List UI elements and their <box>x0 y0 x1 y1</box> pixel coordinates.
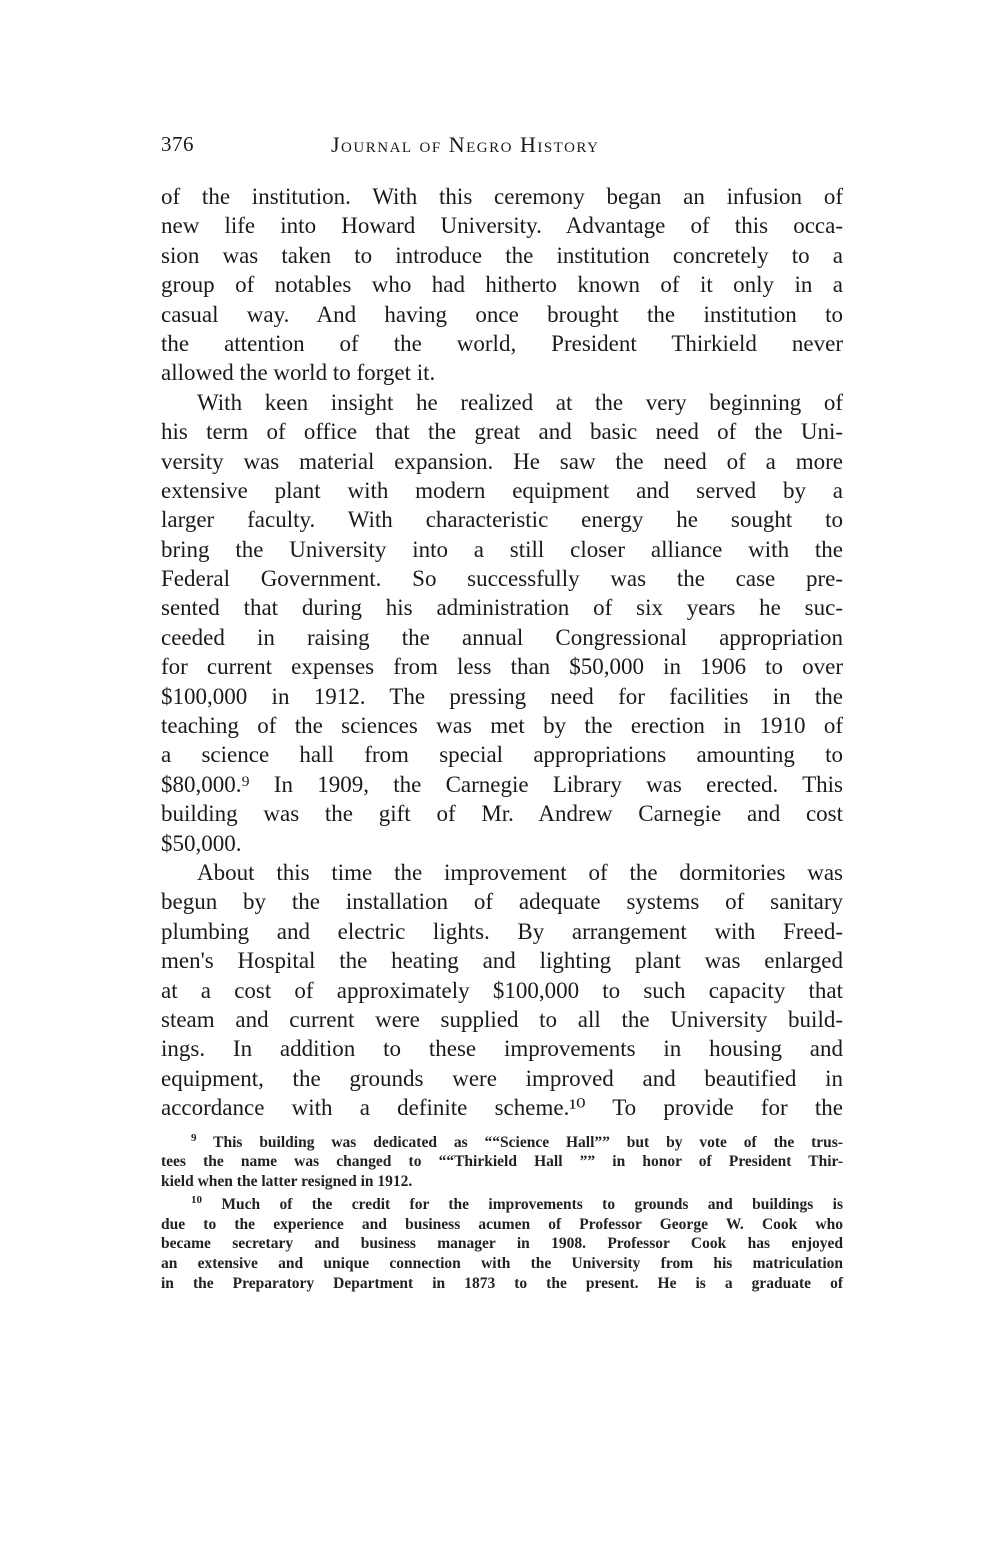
footnote-marker: 9 <box>191 1131 197 1144</box>
footnote-line: due to the experience and business acumen of Professor George W. Cook who <box>161 1215 843 1233</box>
footnote-marker: 10 <box>191 1194 202 1207</box>
text-line: new life into Howard University. Advantage of this occa- <box>161 213 843 239</box>
text-line: About this time the improvement of the dormitories was <box>197 859 843 885</box>
text-line: With keen insight he realized at the very beginning of <box>197 389 843 415</box>
text-line: building was the gift of Mr. Andrew Carnegie and cost <box>161 801 843 827</box>
text-line: accordance with a definite scheme.¹⁰ To provide for the <box>161 1095 843 1121</box>
text-line: of the institution. With this ceremony began an infusion of <box>161 184 843 209</box>
text-line: $100,000 in 1912. The pressing need for facilities in the <box>161 683 843 709</box>
page-number: 376 <box>161 132 194 156</box>
paragraph-1 <box>161 182 843 388</box>
text-line: men's Hospital the heating and lighting plant was enlarged <box>161 948 843 974</box>
footnote-line: kield when the latter resigned in 1912. <box>161 1172 413 1190</box>
text-line: ings. In addition to these improvements in housing and <box>161 1036 843 1062</box>
text-line: extensive plant with modern equipment and served by a <box>161 477 843 503</box>
running-head <box>161 128 843 162</box>
text-line: Federal Government. So successfully was the case pre- <box>161 566 843 592</box>
text-line: his term of office that the great and basic need of the Uni- <box>161 419 843 445</box>
footnote-line: an extensive and unique connection with the University from his matriculation <box>161 1255 843 1273</box>
text-line: bring the University into a still closer alliance with the <box>161 536 843 562</box>
text-line: $80,000.⁹ In 1909, the Carnegie Library was erected. This <box>161 771 843 797</box>
footnote-line: tees the name was changed to ““Thirkield Hall ”” in honor of President Thir- <box>161 1153 843 1171</box>
footnote-10 <box>161 1195 843 1293</box>
text-line: allowed the world to forget it. <box>161 360 436 386</box>
footnote-9 <box>161 1133 843 1192</box>
text-line: $50,000. <box>161 830 242 856</box>
text-line: begun by the installation of adequate systems of sanitary <box>161 889 843 915</box>
text-line: equipment, the grounds were improved and beautified in <box>161 1065 843 1091</box>
text-line: sion was taken to introduce the institution concretely to a <box>161 242 843 268</box>
page <box>161 128 843 1293</box>
text-line: the attention of the world, President Thirkield never <box>161 330 843 356</box>
footnote-line <box>161 1195 843 1215</box>
footnote-line: in the Preparatory Department in 1873 to the present. He is a graduate of <box>161 1274 843 1292</box>
journal-title: Journal of Negro History <box>331 132 600 157</box>
text-line: ceeded in raising the annual Congressional appropriation <box>161 624 843 650</box>
text-line: larger faculty. With characteristic energy he sought to <box>161 507 843 533</box>
body-text <box>161 182 843 1123</box>
text-line: versity was material expansion. He saw the need of a more <box>161 448 843 474</box>
footnote-text: Much of the credit for the improvements to grounds and buildings is <box>221 1196 843 1214</box>
text-line: teaching of the sciences was met by the erection in 1910 of <box>161 713 843 739</box>
footnotes <box>161 1133 843 1294</box>
text-line: sented that during his administration of six years he suc- <box>161 595 843 621</box>
text-line: for current expenses from less than $50,000 in 1906 to over <box>161 654 843 680</box>
text-line: casual way. And having once brought the institution to <box>161 301 843 327</box>
text-line: a science hall from special appropriations amounting to <box>161 742 843 768</box>
paragraph-3 <box>161 858 843 1123</box>
footnote-line: became secretary and business manager in 1908. Professor Cook has enjoyed <box>161 1235 843 1253</box>
paragraph-2 <box>161 388 843 858</box>
footnote-line <box>161 1133 843 1153</box>
footnote-text: This building was dedicated as ““Science Hall”” but by vote of the trus- <box>213 1133 843 1151</box>
text-line: at a cost of approximately $100,000 to such capacity that <box>161 977 843 1003</box>
text-line: steam and current were supplied to all the University build- <box>161 1006 843 1032</box>
text-line: group of notables who had hitherto known of it only in a <box>161 272 843 298</box>
text-line: plumbing and electric lights. By arrangement with Freed- <box>161 918 843 944</box>
